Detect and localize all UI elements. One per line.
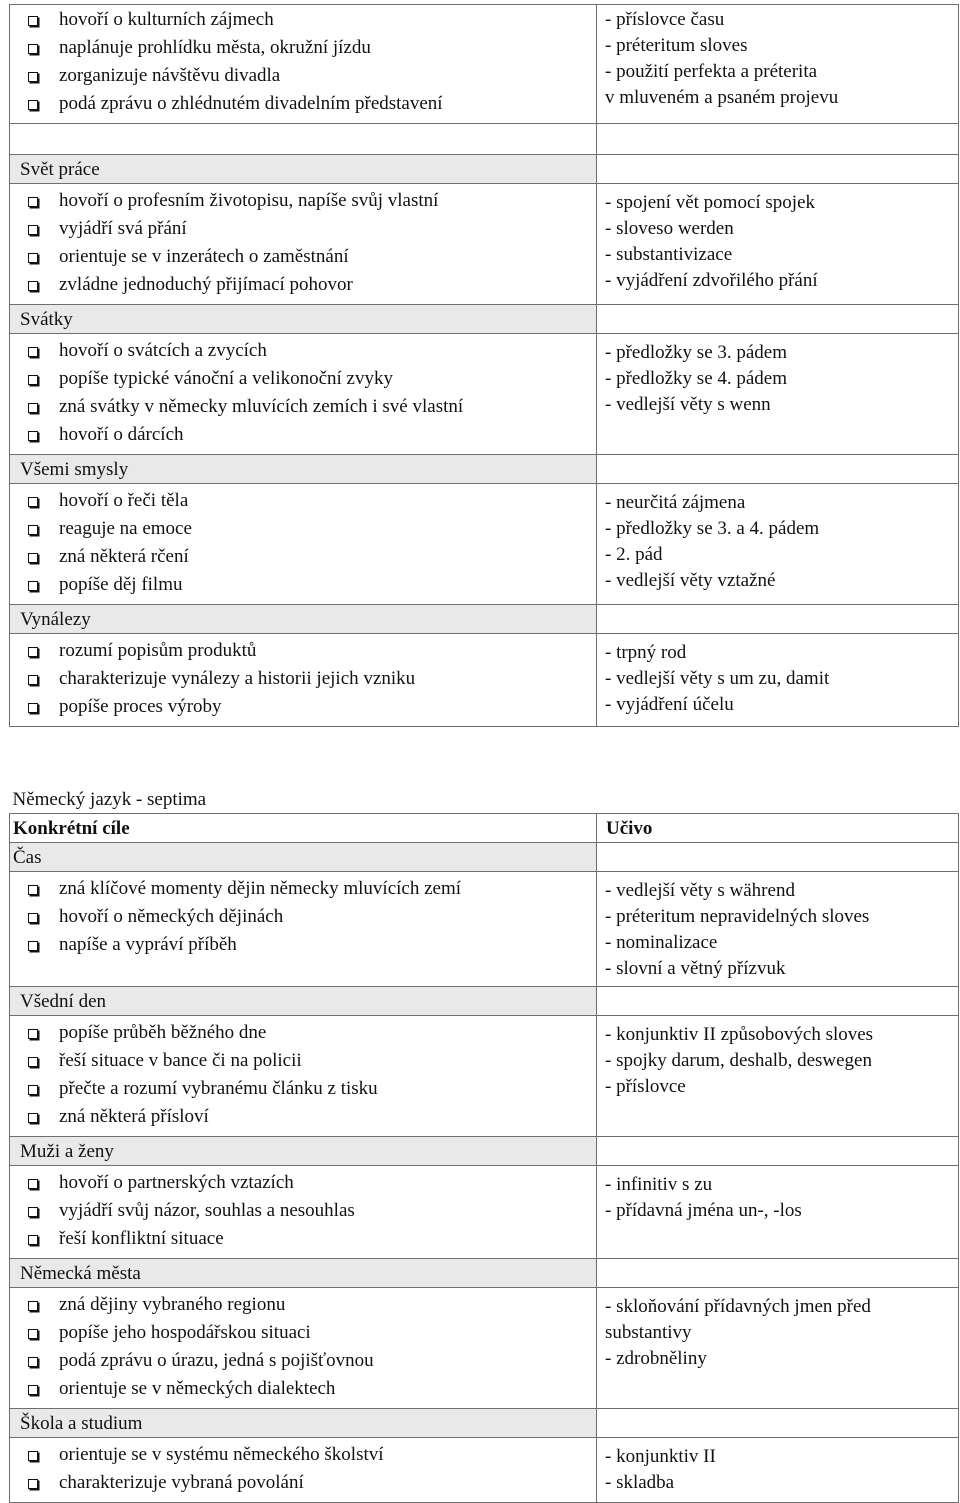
topic-item: - zdrobněliny (605, 1348, 707, 1369)
goal-text: popíše jeho hospodářskou situaci (59, 1322, 311, 1343)
goal-item (10, 338, 596, 366)
checkbox-bullet-icon (28, 941, 38, 951)
goal-item (10, 1292, 596, 1320)
goal-list (10, 1016, 596, 1136)
goal-item (10, 1020, 596, 1048)
goal-list (10, 1166, 596, 1258)
goal-text: hovoří o řeči těla (59, 490, 189, 511)
topic-item: - préteritum sloves (605, 35, 748, 56)
section-header-row (10, 455, 959, 484)
topic-item: - substantivizace (605, 244, 733, 265)
topic-item: - příslovce času (605, 9, 725, 30)
topic-item: - trpný rod (605, 642, 687, 663)
goal-text: zná dějiny vybraného regionu (59, 1294, 286, 1315)
goal-item (10, 35, 596, 63)
section-title: Všemi smysly (10, 455, 597, 484)
topic-item: - vedlejší věty s wenn (605, 394, 771, 415)
goal-text: hovoří o profesním životopisu, napíše svůj vlastní (59, 190, 439, 211)
checkbox-bullet-icon (28, 403, 38, 413)
topic-item: - spojení vět pomocí spojek (605, 192, 816, 213)
goal-item (10, 63, 596, 91)
topic-item: - nominalizace (605, 932, 718, 953)
goal-text: hovoří o partnerských vztazích (59, 1172, 294, 1193)
topic-list (597, 1438, 958, 1500)
section-header-row (10, 605, 959, 634)
goal-text: řeší konfliktní situace (59, 1228, 224, 1249)
topic-item: - předložky se 3. a 4. pádem (605, 518, 820, 539)
topic-item: - vedlejší věty s um zu, damit (605, 668, 830, 689)
checkbox-bullet-icon (28, 100, 38, 110)
checkbox-bullet-icon (28, 1085, 38, 1095)
section-header-row (10, 843, 959, 872)
goal-list (10, 634, 596, 726)
topic-item: v mluveném a psaném projevu (605, 87, 839, 108)
checkbox-bullet-icon (28, 16, 38, 26)
goal-text: zná některá rčení (59, 546, 189, 567)
goal-item (10, 932, 596, 960)
goal-item (10, 366, 596, 394)
goal-text: orientuje se v systému německého školství (59, 1444, 384, 1465)
goal-item (10, 394, 596, 422)
topic-item: - skladba (605, 1472, 675, 1493)
curriculum-table-septima (9, 784, 959, 1503)
goal-text: vyjádří svůj názor, souhlas a nesouhlas (59, 1200, 355, 1221)
goal-text: vyjádří svá přání (59, 218, 187, 239)
section-title: Muži a ženy (10, 1137, 597, 1166)
topics-cell (597, 334, 959, 455)
curriculum-table-sexta (9, 4, 959, 727)
goal-item (10, 1226, 596, 1254)
goals-cell (10, 484, 597, 605)
topic-item: - příslovce (605, 1076, 686, 1097)
goal-list (10, 872, 596, 964)
section-title: Německá města (10, 1259, 597, 1288)
goal-item (10, 638, 596, 666)
topic-list (597, 184, 958, 298)
goal-text: popíše proces výroby (59, 696, 222, 717)
checkbox-bullet-icon (28, 375, 38, 385)
goal-item (10, 1170, 596, 1198)
goal-text: přečte a rozumí vybranému článku z tisku (59, 1078, 378, 1099)
goal-item (10, 904, 596, 932)
topic-list (597, 5, 958, 115)
topics-cell (597, 184, 959, 305)
checkbox-bullet-icon (28, 44, 38, 54)
table-row (10, 872, 959, 987)
checkbox-bullet-icon (28, 497, 38, 507)
topics-cell (597, 5, 959, 124)
goal-text: orientuje se v inzerátech o zaměstnání (59, 246, 349, 267)
topic-item: - použití perfekta a préterita (605, 61, 818, 82)
topic-item: - vedlejší věty s während (605, 880, 795, 901)
column-header-goals: Konkrétní cíle (10, 814, 597, 843)
checkbox-bullet-icon (28, 197, 38, 207)
goal-item (10, 694, 596, 722)
section-header-row (10, 305, 959, 334)
topics-cell (597, 484, 959, 605)
checkbox-bullet-icon (28, 1329, 38, 1339)
topic-item: - infinitiv s zu (605, 1174, 713, 1195)
goals-cell (10, 1288, 597, 1409)
goal-text: napíše a vypráví příběh (59, 934, 237, 955)
column-header-topics: Učivo (597, 814, 959, 843)
topic-item: - vyjádření zdvořilého přání (605, 270, 818, 291)
checkbox-bullet-icon (28, 703, 38, 713)
topic-item: - konjunktiv II způsobových sloves (605, 1024, 874, 1045)
column-header-row (10, 814, 959, 843)
topics-cell (597, 1288, 959, 1409)
goal-text: popíše typické vánoční a velikonoční zvyky (59, 368, 393, 389)
goal-text: hovoří o německých dějinách (59, 906, 284, 927)
goals-cell (10, 634, 597, 727)
section-header-row (10, 987, 959, 1016)
checkbox-bullet-icon (28, 1029, 38, 1039)
topic-item: - neurčitá zájmena (605, 492, 746, 513)
topic-item: - slovní a větný přízvuk (605, 958, 786, 979)
section-header-row (10, 1259, 959, 1288)
goal-text: řeší situace v bance či na policii (59, 1050, 302, 1071)
goal-item (10, 572, 596, 600)
table-row (10, 184, 959, 305)
goal-text: hovoří o kulturních zájmech (59, 9, 274, 30)
section-title: Škola a studium (10, 1409, 597, 1438)
checkbox-bullet-icon (28, 647, 38, 657)
topics-cell (597, 1166, 959, 1259)
table-row (10, 334, 959, 455)
goal-item (10, 1198, 596, 1226)
topic-item: - vyjádření účelu (605, 694, 734, 715)
goal-list (10, 334, 596, 454)
goals-cell (10, 184, 597, 305)
goal-list (10, 1288, 596, 1408)
goal-item (10, 422, 596, 450)
checkbox-bullet-icon (28, 1479, 38, 1489)
topic-list (597, 872, 958, 986)
table-row (10, 484, 959, 605)
goal-item (10, 91, 596, 119)
goals-cell (10, 872, 597, 987)
goal-item (10, 216, 596, 244)
goal-item (10, 488, 596, 516)
topic-item: - sloveso werden (605, 218, 734, 239)
goal-item (10, 876, 596, 904)
section-title: Svět práce (10, 155, 597, 184)
goal-item (10, 272, 596, 300)
table-row (10, 1288, 959, 1409)
section-title: Čas (10, 843, 597, 872)
goals-cell (10, 1016, 597, 1137)
checkbox-bullet-icon (28, 347, 38, 357)
checkbox-bullet-icon (28, 581, 38, 591)
goal-text: naplánuje prohlídku města, okružní jízdu (59, 37, 371, 58)
checkbox-bullet-icon (28, 1301, 38, 1311)
checkbox-bullet-icon (28, 1057, 38, 1067)
topic-item: - skloňování přídavných jmen před (605, 1296, 871, 1317)
goals-cell (10, 5, 597, 124)
goal-text: popíše průběh běžného dne (59, 1022, 267, 1043)
checkbox-bullet-icon (28, 1113, 38, 1123)
goal-item (10, 666, 596, 694)
section-title: Vynálezy (10, 605, 597, 634)
topic-item: - předložky se 3. pádem (605, 342, 788, 363)
goal-list (10, 484, 596, 604)
checkbox-bullet-icon (28, 281, 38, 291)
checkbox-bullet-icon (28, 1207, 38, 1217)
section-header-row (10, 1137, 959, 1166)
goal-text: zná klíčové momenty dějin německy mluvících zemí (59, 878, 462, 899)
checkbox-bullet-icon (28, 1451, 38, 1461)
topic-item: - předložky se 4. pádem (605, 368, 788, 389)
topics-cell (597, 1438, 959, 1503)
topic-item: - přídavná jména un-, -los (605, 1200, 802, 1221)
goal-list (10, 5, 596, 123)
goal-list (10, 184, 596, 304)
goal-item (10, 1076, 596, 1104)
table-row (10, 1166, 959, 1259)
checkbox-bullet-icon (28, 431, 38, 441)
goal-text: podá zprávu o zhlédnutém divadelním představení (59, 93, 443, 114)
goal-item (10, 7, 596, 35)
topics-cell (597, 872, 959, 987)
goal-text: podá zprávu o úrazu, jedná s pojišťovnou (59, 1350, 374, 1371)
goal-text: charakterizuje vynálezy a historii jejich vzniku (59, 668, 416, 689)
checkbox-bullet-icon (28, 1357, 38, 1367)
goal-item (10, 1320, 596, 1348)
goal-text: zná svátky v německy mluvících zemích i své vlastní (59, 396, 464, 417)
topic-list (597, 334, 958, 422)
goals-cell (10, 334, 597, 455)
checkbox-bullet-icon (28, 253, 38, 263)
table-row (10, 124, 959, 155)
checkbox-bullet-icon (28, 1235, 38, 1245)
goal-text: rozumí popisům produktů (59, 640, 257, 661)
table-row (10, 1016, 959, 1137)
goal-text: zorganizuje návštěvu divadla (59, 65, 281, 86)
goal-item (10, 1470, 596, 1498)
goals-cell (10, 1166, 597, 1259)
topic-item: - préteritum nepravidelných sloves (605, 906, 870, 927)
goal-text: zná některá přísloví (59, 1106, 209, 1127)
section-header-row (10, 155, 959, 184)
topic-item: substantivy (605, 1322, 692, 1343)
goal-text: hovoří o dárcích (59, 424, 184, 445)
goal-text: reaguje na emoce (59, 518, 192, 539)
section-header-row (10, 1409, 959, 1438)
goal-text: hovoří o svátcích a zvycích (59, 340, 267, 361)
table-row (10, 634, 959, 727)
topic-list (597, 1016, 958, 1104)
goal-item (10, 1048, 596, 1076)
topic-list (597, 1288, 958, 1376)
goal-item (10, 1104, 596, 1132)
goals-cell (10, 1438, 597, 1503)
subject-title-row (10, 784, 959, 814)
goal-item (10, 516, 596, 544)
table-row (10, 5, 959, 124)
topic-list (597, 1166, 958, 1228)
goal-text: popíše děj filmu (59, 574, 183, 595)
topic-item: - 2. pád (605, 544, 663, 565)
goal-text: charakterizuje vybraná povolání (59, 1472, 304, 1493)
topics-cell (597, 1016, 959, 1137)
goal-list (10, 1438, 596, 1502)
goal-text: zvládne jednoduchý přijímací pohovor (59, 274, 353, 295)
table-row (10, 1438, 959, 1503)
checkbox-bullet-icon (28, 525, 38, 535)
topic-item: - vedlejší věty vztažné (605, 570, 776, 591)
topic-list (597, 634, 958, 722)
topic-item: - spojky darum, deshalb, deswegen (605, 1050, 872, 1071)
goal-item (10, 1376, 596, 1404)
section-title: Svátky (10, 305, 597, 334)
checkbox-bullet-icon (28, 885, 38, 895)
checkbox-bullet-icon (28, 913, 38, 923)
topics-cell (597, 634, 959, 727)
goal-item (10, 544, 596, 572)
subject-title: Německý jazyk - septima (10, 784, 959, 814)
topic-item: - konjunktiv II (605, 1446, 716, 1467)
goal-item (10, 1442, 596, 1470)
checkbox-bullet-icon (28, 675, 38, 685)
checkbox-bullet-icon (28, 1385, 38, 1395)
goal-item (10, 188, 596, 216)
section-title: Všední den (10, 987, 597, 1016)
checkbox-bullet-icon (28, 72, 38, 82)
checkbox-bullet-icon (28, 225, 38, 235)
checkbox-bullet-icon (28, 1179, 38, 1189)
checkbox-bullet-icon (28, 553, 38, 563)
goal-item (10, 244, 596, 272)
goal-item (10, 1348, 596, 1376)
topic-list (597, 484, 958, 598)
goal-text: orientuje se v německých dialektech (59, 1378, 336, 1399)
